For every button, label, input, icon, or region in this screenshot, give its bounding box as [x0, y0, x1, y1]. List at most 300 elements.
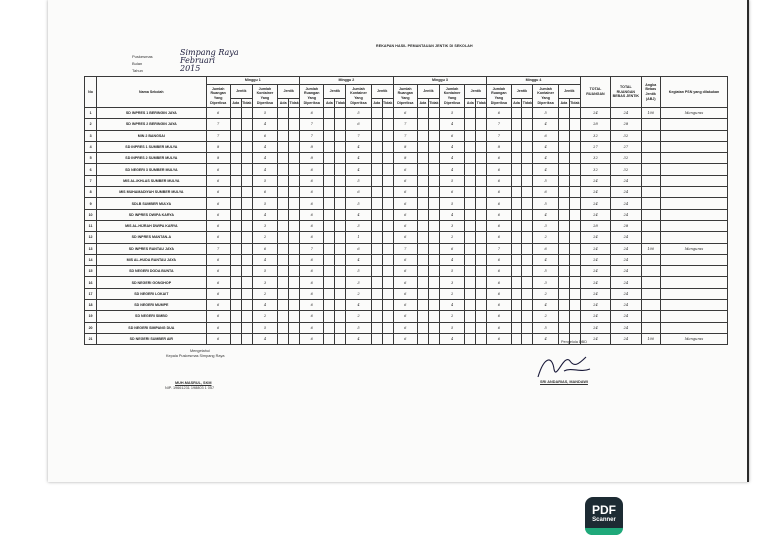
jumlah-ruangan-cell: 6 [206, 266, 230, 277]
jumlah-kontainer-cell: 4 [346, 153, 372, 164]
jentik-tidak-cell [428, 322, 439, 333]
header-w1-ruangan: Jumlah Ruangan Yang Diperiksa [206, 85, 230, 108]
document-title: REKAPAN HASIL PEMANTAUAN JENTIK DI SEKOLAH [376, 44, 473, 48]
row-number: 18 [85, 300, 97, 311]
jentik-ada-cell [324, 141, 335, 152]
total-ruangan-cell: 24 [580, 209, 610, 220]
jumlah-ruangan-cell: 7 [393, 119, 417, 130]
total-ruangan-bebas-cell: 24 [611, 187, 641, 198]
kegiatan-psn-cell [660, 119, 727, 130]
header-w1-kontainer: Jumlah Kontainer Yang Diperiksa [252, 85, 278, 108]
total-ruangan-bebas-cell: 24 [611, 209, 641, 220]
jentik-tidak-cell [569, 288, 580, 299]
row-number: 9 [85, 198, 97, 209]
jentik-ada-cell [371, 254, 382, 265]
jumlah-kontainer-cell: 2 [252, 288, 278, 299]
header-tidak: Tidak [428, 99, 439, 108]
table-row [85, 108, 728, 119]
jentik-tidak-cell [428, 254, 439, 265]
row-number: 16 [85, 277, 97, 288]
jentik-tidak-cell [382, 333, 393, 344]
jentik-tidak-cell [569, 209, 580, 220]
jentik-tidak-cell [569, 243, 580, 254]
jumlah-kontainer-cell: 6 [533, 130, 559, 141]
jumlah-ruangan-cell: 6 [300, 277, 324, 288]
jentik-ada-cell [465, 254, 476, 265]
total-ruangan-cell: 32 [580, 153, 610, 164]
jentik-tidak-cell [522, 254, 533, 265]
jentik-ada-cell [558, 322, 569, 333]
jentik-tidak-cell [335, 141, 346, 152]
jumlah-kontainer-cell: 5 [439, 322, 465, 333]
table-row [85, 232, 728, 243]
jentik-tidak-cell [522, 243, 533, 254]
jentik-ada-cell [230, 153, 241, 164]
jumlah-kontainer-cell: 4 [346, 333, 372, 344]
jentik-tidak-cell [289, 108, 300, 119]
jumlah-kontainer-cell: 5 [252, 108, 278, 119]
jumlah-kontainer-cell: 3 [439, 277, 465, 288]
abj-cell [641, 130, 660, 141]
table-row [85, 300, 728, 311]
school-name: SD NEGERI DODA BUNTA [97, 266, 206, 277]
jentik-ada-cell [558, 198, 569, 209]
jentik-tidak-cell [289, 322, 300, 333]
jumlah-ruangan-cell: 6 [206, 300, 230, 311]
jumlah-ruangan-cell: 6 [487, 232, 511, 243]
abj-cell: 100 [641, 333, 660, 344]
jentik-ada-cell [558, 153, 569, 164]
jumlah-kontainer-cell: 5 [533, 322, 559, 333]
jentik-tidak-cell [241, 164, 252, 175]
jentik-ada-cell [324, 119, 335, 130]
school-name: SD NEGERI LOKAIT [97, 288, 206, 299]
header-w2-jentik: Jentik [324, 85, 346, 99]
jentik-ada-cell [230, 311, 241, 322]
jentik-tidak-cell [289, 130, 300, 141]
signature-left-nip: NIP. 19661231 198803 1 057 [165, 386, 215, 390]
kegiatan-psn-cell [660, 254, 727, 265]
jumlah-kontainer-cell: 5 [533, 175, 559, 186]
jentik-ada-cell [511, 119, 522, 130]
jentik-tidak-cell [476, 108, 487, 119]
table-row [85, 243, 728, 254]
jentik-ada-cell [324, 108, 335, 119]
jentik-ada-cell [230, 187, 241, 198]
jentik-ada-cell [417, 254, 428, 265]
jumlah-kontainer-cell: 5 [439, 198, 465, 209]
jentik-tidak-cell [382, 187, 393, 198]
jentik-ada-cell [465, 220, 476, 231]
jentik-ada-cell [324, 175, 335, 186]
jumlah-ruangan-cell: 7 [393, 130, 417, 141]
jentik-ada-cell [417, 322, 428, 333]
jentik-ada-cell [278, 243, 289, 254]
row-number: 2 [85, 119, 97, 130]
jentik-tidak-cell [335, 175, 346, 186]
school-name: SD INPRES 1 SUMBER MULYA [97, 141, 206, 152]
jentik-tidak-cell [241, 277, 252, 288]
abj-cell [641, 277, 660, 288]
jumlah-kontainer-cell: 4 [439, 333, 465, 344]
jumlah-ruangan-cell: 6 [393, 311, 417, 322]
jumlah-kontainer-cell: 4 [533, 164, 559, 175]
jumlah-kontainer-cell: 2 [439, 288, 465, 299]
total-ruangan-cell: 28 [580, 119, 610, 130]
table-row [85, 288, 728, 299]
row-number: 3 [85, 130, 97, 141]
header-tidak: Tidak [289, 99, 300, 108]
jentik-ada-cell [324, 209, 335, 220]
jumlah-ruangan-cell: 6 [300, 220, 324, 231]
jumlah-ruangan-cell: 8 [300, 141, 324, 152]
jentik-tidak-cell [522, 288, 533, 299]
jentik-tidak-cell [522, 130, 533, 141]
jentik-tidak-cell [476, 333, 487, 344]
jentik-tidak-cell [289, 277, 300, 288]
jentik-tidak-cell [241, 311, 252, 322]
total-ruangan-bebas-cell: 24 [611, 198, 641, 209]
jentik-tidak-cell [569, 266, 580, 277]
jentik-ada-cell [558, 232, 569, 243]
jumlah-ruangan-cell: 6 [487, 300, 511, 311]
abj-cell [641, 175, 660, 186]
jumlah-ruangan-cell: 6 [300, 209, 324, 220]
jentik-tidak-cell [335, 198, 346, 209]
jumlah-kontainer-cell: 2 [439, 311, 465, 322]
header-ada: Ada [230, 99, 241, 108]
jentik-tidak-cell [569, 300, 580, 311]
jentik-ada-cell [324, 254, 335, 265]
jentik-ada-cell [465, 130, 476, 141]
jentik-ada-cell [558, 311, 569, 322]
header-minggu-3: Minggu 3 [393, 77, 487, 85]
kegiatan-psn-cell [660, 266, 727, 277]
table-row [85, 220, 728, 231]
header-tidak: Tidak [335, 99, 346, 108]
jentik-ada-cell [417, 288, 428, 299]
pdf-badge-line1: PDF [592, 503, 616, 517]
jentik-tidak-cell [569, 254, 580, 265]
jentik-ada-cell [511, 300, 522, 311]
jentik-tidak-cell [569, 175, 580, 186]
jumlah-ruangan-cell: 7 [206, 130, 230, 141]
jentik-ada-cell [417, 300, 428, 311]
jentik-tidak-cell [428, 187, 439, 198]
total-ruangan-cell: 24 [580, 108, 610, 119]
jumlah-kontainer-cell: 3 [346, 277, 372, 288]
abj-cell [641, 119, 660, 130]
jentik-tidak-cell [382, 311, 393, 322]
jumlah-kontainer-cell: 6 [439, 130, 465, 141]
signature-left-name: MUH.MASRUL, SKM [175, 381, 212, 385]
jumlah-kontainer-cell: 5 [533, 198, 559, 209]
abj-cell [641, 232, 660, 243]
jentik-ada-cell [324, 130, 335, 141]
school-name: SD NEGERI SIMPANG DUA [97, 322, 206, 333]
jentik-ada-cell [278, 277, 289, 288]
jentik-tidak-cell [476, 288, 487, 299]
total-ruangan-cell: 24 [580, 322, 610, 333]
jentik-tidak-cell [382, 153, 393, 164]
jumlah-kontainer-cell: 4 [439, 141, 465, 152]
jumlah-ruangan-cell: 6 [300, 254, 324, 265]
signature-left-line2: Kepala Puskesmas Simpang Raya [166, 354, 225, 358]
jentik-ada-cell [278, 130, 289, 141]
jentik-tidak-cell [241, 153, 252, 164]
jentik-ada-cell [278, 232, 289, 243]
header-tidak: Tidak [241, 99, 252, 108]
jentik-ada-cell [417, 164, 428, 175]
jumlah-kontainer-cell: 4 [533, 209, 559, 220]
jentik-ada-cell [371, 108, 382, 119]
jumlah-ruangan-cell: 7 [300, 130, 324, 141]
jumlah-ruangan-cell: 6 [487, 311, 511, 322]
jumlah-kontainer-cell: 6 [346, 119, 372, 130]
jentik-ada-cell [465, 198, 476, 209]
jentik-ada-cell [230, 198, 241, 209]
jentik-tidak-cell [428, 164, 439, 175]
row-number: 20 [85, 322, 97, 333]
school-name: MIS AL-HUDA RANTAU JAYA [97, 254, 206, 265]
jentik-tidak-cell [382, 220, 393, 231]
jentik-tidak-cell [476, 130, 487, 141]
jentik-ada-cell [511, 243, 522, 254]
jentik-ada-cell [230, 220, 241, 231]
jentik-tidak-cell [335, 164, 346, 175]
table-row [85, 130, 728, 141]
jentik-ada-cell [371, 232, 382, 243]
jentik-ada-cell [324, 266, 335, 277]
jumlah-kontainer-cell: 4 [252, 164, 278, 175]
jumlah-kontainer-cell: 4 [346, 141, 372, 152]
jentik-ada-cell [511, 232, 522, 243]
jentik-tidak-cell [382, 243, 393, 254]
jumlah-kontainer-cell: 4 [439, 153, 465, 164]
jentik-tidak-cell [569, 108, 580, 119]
school-name: SD INPRES MANTAN-A [97, 232, 206, 243]
kegiatan-psn-cell [660, 198, 727, 209]
jumlah-ruangan-cell: 6 [393, 175, 417, 186]
jentik-ada-cell [558, 243, 569, 254]
jentik-tidak-cell [522, 300, 533, 311]
jentik-tidak-cell [335, 333, 346, 344]
header-ada: Ada [465, 99, 476, 108]
jentik-ada-cell [417, 333, 428, 344]
jumlah-kontainer-cell: 2 [439, 232, 465, 243]
school-name: SD NEGERI SUMBER AIR [97, 333, 206, 344]
jumlah-kontainer-cell: 5 [346, 108, 372, 119]
row-number: 6 [85, 164, 97, 175]
jumlah-ruangan-cell: 6 [393, 209, 417, 220]
jentik-ada-cell [371, 266, 382, 277]
jumlah-ruangan-cell: 6 [300, 198, 324, 209]
meta-tahun-value: 2015 [180, 64, 201, 73]
jumlah-kontainer-cell: 2 [252, 232, 278, 243]
jentik-ada-cell [230, 288, 241, 299]
jentik-tidak-cell [335, 288, 346, 299]
jumlah-ruangan-cell: 6 [487, 209, 511, 220]
jentik-ada-cell [558, 119, 569, 130]
jentik-ada-cell [511, 153, 522, 164]
jentik-tidak-cell [476, 266, 487, 277]
jentik-tidak-cell [289, 243, 300, 254]
abj-cell [641, 198, 660, 209]
jentik-ada-cell [558, 277, 569, 288]
jentik-ada-cell [417, 175, 428, 186]
jentik-ada-cell [511, 266, 522, 277]
kegiatan-psn-cell [660, 130, 727, 141]
jumlah-kontainer-cell: 2 [533, 288, 559, 299]
total-ruangan-cell: 24 [580, 277, 610, 288]
jentik-tidak-cell [289, 254, 300, 265]
jentik-ada-cell [511, 198, 522, 209]
school-name: SD NEGERI GONOHOP [97, 277, 206, 288]
jentik-ada-cell [371, 198, 382, 209]
jentik-ada-cell [324, 220, 335, 231]
jumlah-ruangan-cell: 7 [487, 243, 511, 254]
jumlah-kontainer-cell: 3 [439, 220, 465, 231]
abj-cell [641, 322, 660, 333]
jentik-tidak-cell [522, 322, 533, 333]
total-ruangan-bebas-cell: 32 [611, 164, 641, 175]
jentik-tidak-cell [476, 311, 487, 322]
jumlah-kontainer-cell: 4 [252, 119, 278, 130]
jumlah-ruangan-cell: 6 [393, 333, 417, 344]
jumlah-kontainer-cell: 5 [439, 175, 465, 186]
jentik-tidak-cell [289, 175, 300, 186]
row-number: 4 [85, 141, 97, 152]
jumlah-kontainer-cell: 5 [346, 198, 372, 209]
abj-cell [641, 266, 660, 277]
jentik-tidak-cell [382, 277, 393, 288]
jentik-ada-cell [465, 277, 476, 288]
header-w3-kontainer: Jumlah Kontainer Yang Diperiksa [439, 85, 465, 108]
jumlah-ruangan-cell: 6 [393, 322, 417, 333]
jentik-ada-cell [558, 300, 569, 311]
jentik-tidak-cell [569, 141, 580, 152]
jumlah-ruangan-cell: 6 [206, 187, 230, 198]
jentik-ada-cell [230, 333, 241, 344]
jentik-tidak-cell [476, 164, 487, 175]
header-total-ruangan: TOTAL RUANGAN [580, 77, 610, 108]
jentik-ada-cell [278, 266, 289, 277]
jumlah-ruangan-cell: 6 [206, 164, 230, 175]
jentik-ada-cell [278, 322, 289, 333]
jumlah-kontainer-cell: 2 [346, 288, 372, 299]
jumlah-ruangan-cell: 6 [487, 266, 511, 277]
jumlah-ruangan-cell: 6 [487, 153, 511, 164]
jentik-tidak-cell [522, 277, 533, 288]
jumlah-ruangan-cell: 6 [393, 232, 417, 243]
jentik-tidak-cell [428, 198, 439, 209]
jentik-ada-cell [511, 254, 522, 265]
jentik-tidak-cell [428, 333, 439, 344]
jumlah-kontainer-cell: 5 [533, 108, 559, 119]
jentik-tidak-cell [428, 300, 439, 311]
jentik-ada-cell [465, 322, 476, 333]
jentik-tidak-cell [382, 130, 393, 141]
kegiatan-psn-cell [660, 277, 727, 288]
table-row [85, 198, 728, 209]
total-ruangan-bebas-cell: 28 [611, 220, 641, 231]
jentik-tidak-cell [241, 254, 252, 265]
jumlah-ruangan-cell: 6 [300, 322, 324, 333]
jentik-ada-cell [324, 198, 335, 209]
row-number: 11 [85, 220, 97, 231]
jentik-ada-cell [465, 119, 476, 130]
jentik-ada-cell [324, 288, 335, 299]
total-ruangan-bebas-cell: 24 [611, 243, 641, 254]
jentik-tidak-cell [476, 322, 487, 333]
jentik-tidak-cell [289, 209, 300, 220]
jumlah-ruangan-cell: 6 [300, 266, 324, 277]
jumlah-kontainer-cell: 2 [346, 311, 372, 322]
jumlah-kontainer-cell: 6 [439, 187, 465, 198]
jentik-tidak-cell [241, 198, 252, 209]
jentik-tidak-cell [569, 119, 580, 130]
header-ada: Ada [278, 99, 289, 108]
jentik-ada-cell [278, 119, 289, 130]
total-ruangan-bebas-cell: 24 [611, 108, 641, 119]
kegiatan-psn-cell [660, 220, 727, 231]
jentik-tidak-cell [476, 198, 487, 209]
jentik-tidak-cell [569, 232, 580, 243]
jentik-ada-cell [371, 243, 382, 254]
jentik-tidak-cell [569, 311, 580, 322]
jentik-ada-cell [278, 220, 289, 231]
jentik-tidak-cell [522, 119, 533, 130]
jentik-tidak-cell [476, 220, 487, 231]
total-ruangan-bebas-cell: 24 [611, 322, 641, 333]
jumlah-ruangan-cell: 6 [393, 288, 417, 299]
jentik-tidak-cell [428, 141, 439, 152]
jumlah-ruangan-cell: 7 [206, 119, 230, 130]
jumlah-ruangan-cell: 6 [487, 322, 511, 333]
jentik-tidak-cell [289, 220, 300, 231]
jumlah-kontainer-cell: 3 [533, 220, 559, 231]
header-tidak: Tidak [476, 99, 487, 108]
jentik-ada-cell [230, 254, 241, 265]
jumlah-kontainer-cell: 4 [439, 209, 465, 220]
header-w4-kontainer: Jumlah Kontainer Yang Diperiksa [533, 85, 559, 108]
jentik-tidak-cell [241, 141, 252, 152]
jumlah-kontainer-cell: 4 [346, 209, 372, 220]
jentik-tidak-cell [382, 288, 393, 299]
total-ruangan-bebas-cell: 24 [611, 232, 641, 243]
jentik-ada-cell [417, 130, 428, 141]
table-row [85, 311, 728, 322]
total-ruangan-cell: 24 [580, 254, 610, 265]
jentik-ada-cell [417, 311, 428, 322]
table-row [85, 254, 728, 265]
jumlah-kontainer-cell: 4 [346, 300, 372, 311]
jentik-tidak-cell [335, 243, 346, 254]
jentik-ada-cell [417, 153, 428, 164]
jentik-ada-cell [558, 266, 569, 277]
jumlah-kontainer-cell: 5 [533, 266, 559, 277]
jentik-tidak-cell [382, 254, 393, 265]
jentik-tidak-cell [241, 266, 252, 277]
jentik-ada-cell [230, 232, 241, 243]
jentik-tidak-cell [382, 266, 393, 277]
jumlah-ruangan-cell: 6 [206, 198, 230, 209]
jumlah-ruangan-cell: 6 [487, 187, 511, 198]
jentik-tidak-cell [241, 220, 252, 231]
jentik-ada-cell [371, 333, 382, 344]
jentik-tidak-cell [241, 209, 252, 220]
jentik-ada-cell [278, 153, 289, 164]
